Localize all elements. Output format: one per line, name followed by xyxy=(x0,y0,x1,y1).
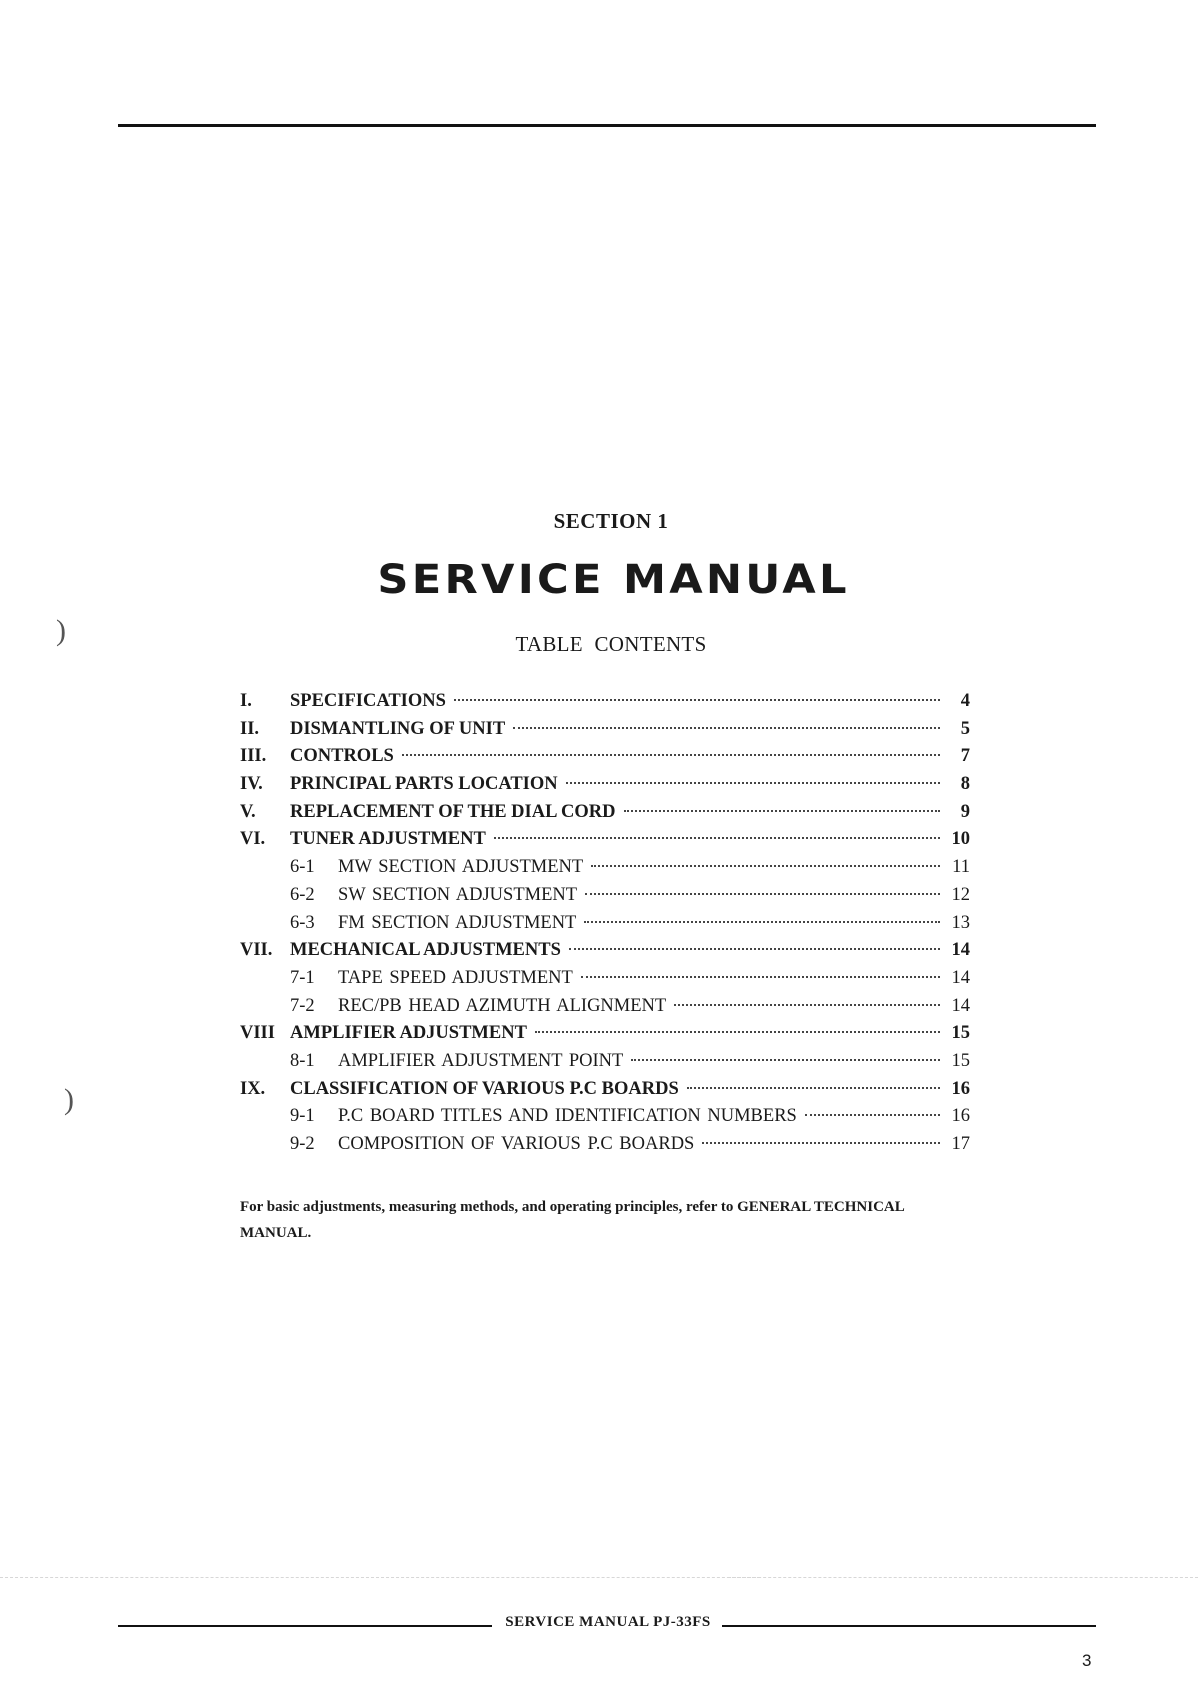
toc-entry xyxy=(240,1020,970,1048)
toc-entry-number: II. xyxy=(240,718,260,739)
toc-entry xyxy=(240,716,970,744)
toc-entry xyxy=(240,743,970,771)
toc-heading: TABLE CONTENTS xyxy=(515,632,707,656)
toc-entry-number: V. xyxy=(240,801,256,822)
toc-entry-title: PRINCIPAL PARTS LOCATION xyxy=(290,774,558,795)
toc-entry-title: DISMANTLING OF UNIT xyxy=(290,718,506,739)
toc-subentry-number: 8-1 xyxy=(290,1050,315,1071)
dot-leader xyxy=(631,1059,940,1061)
toc-entry-page: 8 xyxy=(960,774,970,795)
toc-subentry-page: 13 xyxy=(951,912,970,933)
footer-rule xyxy=(722,1625,1096,1627)
toc-entry-page: 10 xyxy=(951,829,970,850)
toc-subentry-number: 9-2 xyxy=(290,1134,315,1154)
dot-leader xyxy=(805,1114,940,1116)
toc-entry-number: VI. xyxy=(240,829,266,850)
toc-subentry-title: SW SECTION ADJUSTMENT xyxy=(338,884,578,905)
binding-hole-mark: ) xyxy=(56,614,66,647)
dot-leader xyxy=(454,699,940,701)
dot-leader xyxy=(585,893,940,895)
toc-subentry xyxy=(240,1103,970,1131)
binding-hole-mark: ) xyxy=(64,1083,74,1116)
toc-subentry-title: COMPOSITION OF VARIOUS P.C BOARDS xyxy=(338,1134,695,1154)
toc-subentry xyxy=(240,882,970,910)
toc-entry-page: 5 xyxy=(960,718,970,739)
toc-entry-title: CONTROLS xyxy=(290,746,394,767)
toc-subentry xyxy=(240,965,970,993)
toc-subentry xyxy=(240,1048,970,1076)
dot-leader xyxy=(581,976,940,978)
toc-subentry-title: FM SECTION ADJUSTMENT xyxy=(338,912,577,933)
toc-subentry-page: 14 xyxy=(951,995,970,1016)
dot-leader xyxy=(674,1004,940,1006)
page-title: SERVICE MANUAL xyxy=(377,557,850,603)
toc-subentry-page: 17 xyxy=(951,1134,970,1154)
toc-entry-number: VII. xyxy=(240,940,273,961)
toc-subentry-number: 6-3 xyxy=(290,912,315,933)
dot-leader xyxy=(402,754,940,756)
dot-leader xyxy=(513,727,940,729)
dot-leader xyxy=(624,810,940,812)
toc-subentry-page: 16 xyxy=(951,1106,970,1127)
toc-entry-title: TUNER ADJUSTMENT xyxy=(290,829,486,850)
footer-label: SERVICE MANUAL PJ-33FS xyxy=(505,1614,711,1630)
toc-entry xyxy=(240,937,970,965)
top-rule xyxy=(118,124,1096,127)
toc-entry xyxy=(240,1076,970,1104)
toc-subentry-title: REC/PB HEAD AZIMUTH ALIGNMENT xyxy=(338,995,667,1016)
toc-subentry xyxy=(240,1131,970,1159)
toc-entry xyxy=(240,688,970,716)
toc-entry-number: IX. xyxy=(240,1078,266,1099)
footer-rule xyxy=(118,1625,492,1627)
toc-subentry-number: 6-2 xyxy=(290,884,315,905)
scan-artifact-line xyxy=(0,1577,760,1578)
toc-subentry-number: 6-1 xyxy=(290,857,315,878)
toc-entry-page: 14 xyxy=(951,940,970,961)
dot-leader xyxy=(687,1087,940,1089)
toc-entry-title: CLASSIFICATION OF VARIOUS P.C BOARDS xyxy=(290,1078,679,1099)
toc-entry-title: MECHANICAL ADJUSTMENTS xyxy=(290,940,561,961)
toc-entry-page: 7 xyxy=(960,746,970,767)
toc-entry-title: SPECIFICATIONS xyxy=(290,691,446,711)
dot-leader xyxy=(566,782,940,784)
scan-artifact-line xyxy=(728,1577,1198,1578)
toc-entry-number: III. xyxy=(240,746,267,767)
toc-entry-number: I. xyxy=(240,691,252,711)
toc-entry-page: 4 xyxy=(960,691,970,711)
dot-leader xyxy=(584,921,940,923)
toc-subentry-number: 7-1 xyxy=(290,967,315,988)
toc-entry xyxy=(240,771,970,799)
toc-subentry-title: P.C BOARD TITLES AND IDENTIFICATION NUMBERS xyxy=(338,1106,797,1127)
toc-subentry-page: 11 xyxy=(952,857,970,878)
toc-entry-page: 9 xyxy=(960,801,970,822)
toc-entry-title: AMPLIFIER ADJUSTMENT xyxy=(290,1023,527,1044)
toc-entry xyxy=(240,799,970,827)
section-label: SECTION 1 xyxy=(553,509,669,533)
dot-leader xyxy=(702,1142,940,1144)
toc-subentry-number: 9-1 xyxy=(290,1106,315,1127)
toc-subentry-page: 12 xyxy=(951,884,970,905)
toc-entry-page: 16 xyxy=(951,1078,970,1099)
toc-subentry-page: 15 xyxy=(951,1050,970,1071)
page-number: 3 xyxy=(1082,1651,1092,1670)
table-of-contents xyxy=(240,688,970,1159)
toc-subentry-title: AMPLIFIER ADJUSTMENT POINT xyxy=(338,1050,624,1071)
toc-subentry xyxy=(240,993,970,1021)
toc-entry-page: 15 xyxy=(951,1023,970,1044)
dot-leader xyxy=(591,865,940,867)
toc-entry-number: IV. xyxy=(240,774,263,795)
toc-subentry-title: MW SECTION ADJUSTMENT xyxy=(338,857,584,878)
dot-leader xyxy=(569,948,940,950)
toc-entry-title: REPLACEMENT OF THE DIAL CORD xyxy=(290,801,616,822)
dot-leader xyxy=(535,1031,940,1033)
reference-note: For basic adjustments, measuring methods, and operating principles, refer to GENERAL TECHNICAL MANUAL. xyxy=(240,1199,904,1241)
toc-subentry-number: 7-2 xyxy=(290,995,315,1016)
toc-subentry-page: 14 xyxy=(951,967,970,988)
toc-subentry xyxy=(240,854,970,882)
dot-leader xyxy=(494,837,940,839)
toc-entry-number: VIII xyxy=(240,1023,275,1044)
toc-subentry-title: TAPE SPEED ADJUSTMENT xyxy=(338,967,573,988)
toc-subentry xyxy=(240,910,970,938)
toc-entry xyxy=(240,826,970,854)
